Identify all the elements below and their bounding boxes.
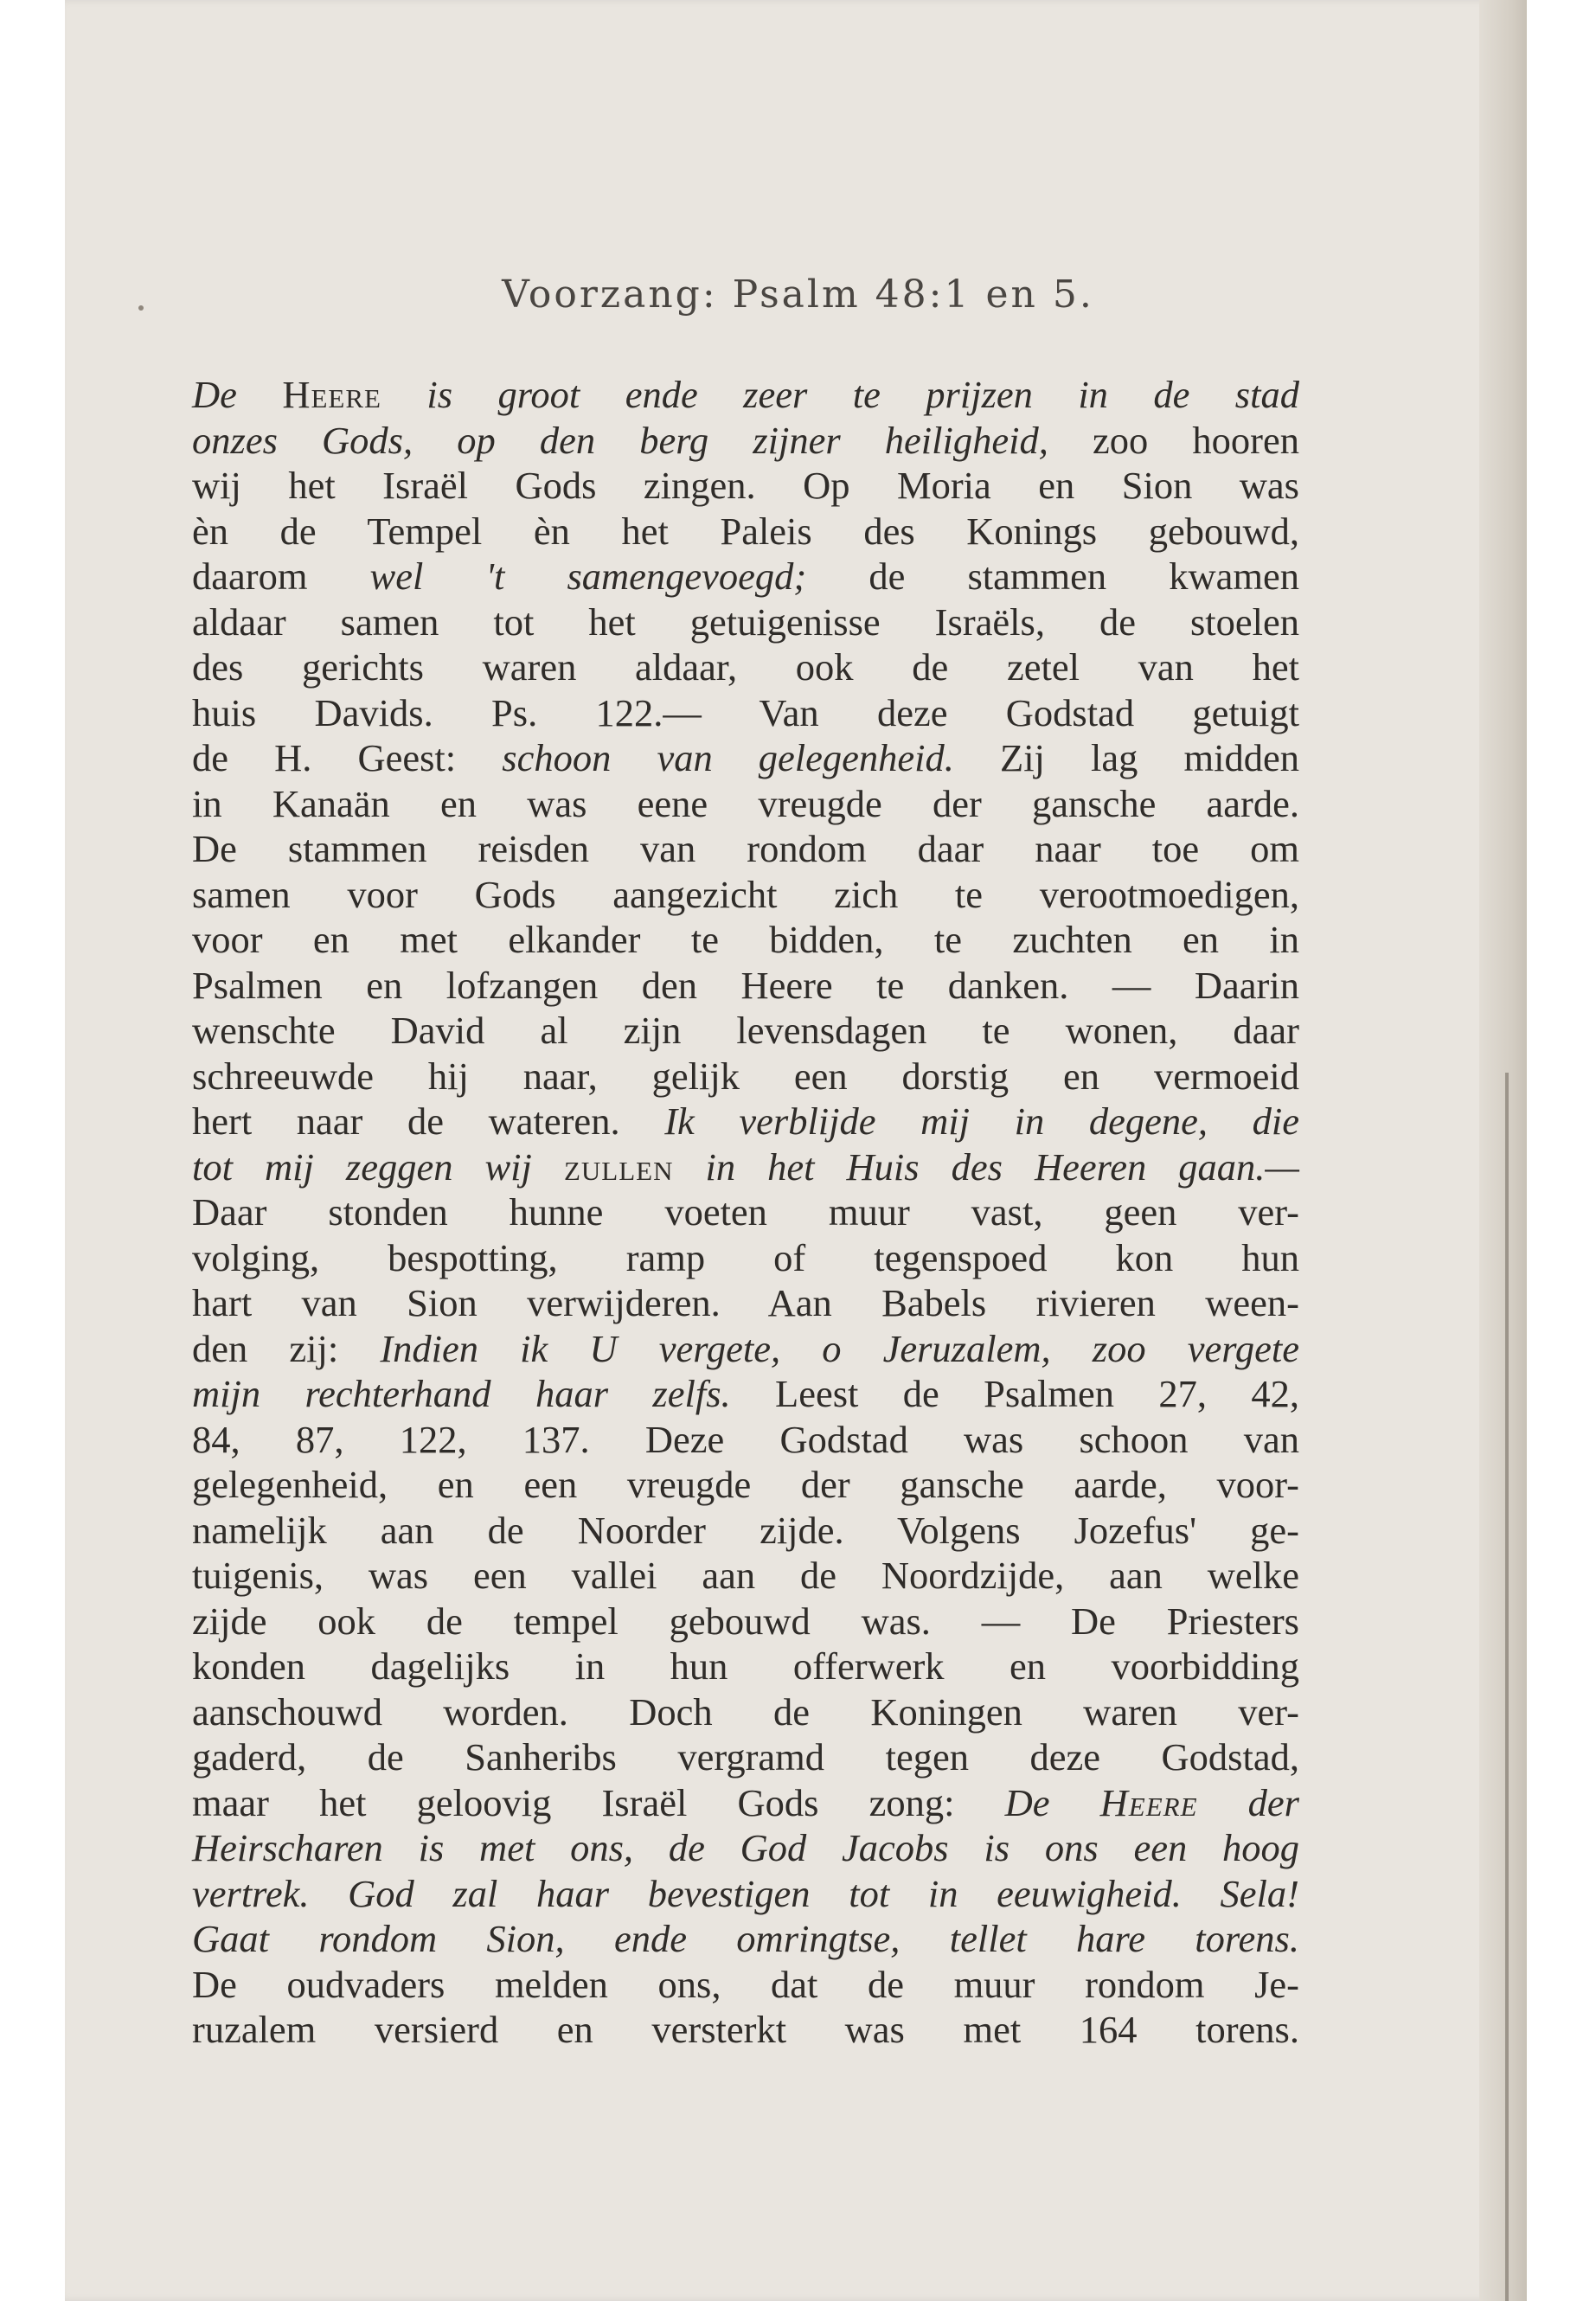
text-segment: De: [1004, 1780, 1100, 1824]
text-segment: Gaat rondom Sion, ende omringtse, tellet hare torens.: [192, 1917, 1299, 1960]
text-line: [192, 644, 1299, 690]
text-segment: de H. Geest:: [192, 736, 503, 779]
text-segment: maar het geloovig Israël Gods zong:: [192, 1780, 1005, 1824]
text-segment: tot mij zeggen wij: [192, 1144, 564, 1189]
text-line: [192, 1780, 1299, 1826]
text-segment: wij het Israël Gods zingen. Op Moria en Sion was: [192, 464, 1299, 507]
text-segment: Ik verblijde mij in degene, die: [664, 1099, 1299, 1143]
text-segment: aanschouwd worden. Doch de Koningen waren ver-: [192, 1689, 1299, 1734]
text-line: [192, 1462, 1299, 1508]
text-line: [192, 418, 1299, 464]
text-line: [192, 826, 1299, 872]
text-line: [192, 1962, 1299, 2008]
text-segment: schoon van gelegenheid.: [502, 736, 954, 779]
text-segment: mijn rechterhand haar zelfs.: [192, 1372, 731, 1415]
text-segment: onzes Gods, op den berg zijner heiligheid,: [192, 418, 1048, 462]
body-text: [192, 372, 1299, 2053]
text-line: [192, 372, 1299, 418]
text-line: [192, 1189, 1299, 1235]
text-segment: zijde ook de tempel gebouwd was. — De Priesters: [192, 1599, 1299, 1643]
text-line: [192, 509, 1299, 554]
text-line: [192, 1508, 1299, 1554]
text-line: [192, 1099, 1299, 1144]
text-line: [192, 599, 1299, 645]
text-line: [192, 1280, 1299, 1326]
text-segment: Heirscharen is met ons, de God Jacobs is ons een hoog: [192, 1826, 1299, 1869]
text-segment: De: [192, 373, 283, 416]
text-segment: konden dagelijks in hun offerwerk en voorbidding: [192, 1644, 1299, 1688]
text-line: [192, 1417, 1299, 1463]
text-line: [192, 1734, 1299, 1780]
text-line: [192, 781, 1299, 827]
text-line: [192, 1054, 1299, 1099]
text-line: [192, 1144, 1299, 1190]
text-line: [192, 1871, 1299, 1917]
text-line: [192, 1599, 1299, 1644]
text-segment: gelegenheid, en een vreugde der gansche aarde, voor-: [192, 1463, 1299, 1506]
text-segment: is groot ende zeer te prijzen in de stad: [381, 373, 1299, 416]
text-segment: Heere: [1099, 1780, 1198, 1824]
text-line: [192, 1326, 1299, 1372]
text-segment: samen voor Gods aangezicht zich te verootmoedigen,: [192, 872, 1299, 916]
text-segment: Heere: [282, 373, 381, 416]
text-segment: zullen: [563, 1144, 674, 1189]
text-line: [192, 690, 1299, 736]
text-line: [192, 735, 1299, 781]
text-segment: tuigenis, was een vallei aan de Noordzijde, aan welke: [192, 1554, 1299, 1597]
text-line: [192, 1553, 1299, 1599]
text-segment: wel 't samengevoegd;: [369, 554, 807, 598]
text-segment: ruzalem versierd en versterkt was met 164 torens.: [192, 2008, 1299, 2051]
text-line: [192, 1689, 1299, 1735]
text-segment: Daar stonden hunne voeten muur vast, geen ver-: [192, 1190, 1299, 1234]
text-segment: zoo hooren: [1048, 418, 1299, 462]
text-line: [192, 2007, 1299, 2053]
text-segment: hert naar de wateren.: [192, 1099, 665, 1143]
text-segment: voor en met elkander te bidden, te zuchten en in: [192, 918, 1299, 961]
text-segment: vertrek. God zal haar bevestigen tot in eeuwigheid. Sela!: [192, 1871, 1299, 1915]
text-line: [192, 1371, 1299, 1417]
text-segment: der: [1197, 1780, 1300, 1824]
text-line: [192, 463, 1299, 509]
text-line: [192, 1916, 1299, 1962]
text-segment: Zij lag midden: [953, 736, 1299, 779]
text-line: [192, 917, 1299, 963]
text-segment: in het Huis des Heeren gaan.—: [673, 1144, 1299, 1189]
page-heading: Voorzang: Psalm 48:1 en 5.: [502, 272, 1094, 317]
text-line: [192, 963, 1299, 1009]
text-segment: hart van Sion verwijderen. Aan Babels rivieren ween-: [192, 1281, 1299, 1324]
text-segment: den zij:: [192, 1326, 381, 1370]
text-segment: de stammen kwamen: [806, 554, 1299, 598]
text-line: [192, 1235, 1299, 1281]
text-segment: èn de Tempel èn het Paleis des Konings gebouwd,: [192, 509, 1299, 553]
text-segment: huis Davids. Ps. 122.— Van deze Godstad getuigt: [192, 690, 1299, 734]
text-line: [192, 1644, 1299, 1689]
text-segment: volging, bespotting, ramp of tegenspoed kon hun: [192, 1235, 1299, 1279]
text-segment: Leest de Psalmen 27, 42,: [730, 1372, 1299, 1415]
text-segment: 84, 87, 122, 137. Deze Godstad was schoon van: [192, 1417, 1299, 1461]
text-segment: De stammen reisden van rondom daar naar toe om: [192, 827, 1299, 870]
text-line: [192, 1008, 1299, 1054]
text-segment: daarom: [192, 554, 370, 598]
text-segment: Indien ik U vergete, o Jeruzalem, zoo vergete: [380, 1326, 1299, 1370]
text-segment: gaderd, de Sanheribs vergramd tegen deze Godstad,: [192, 1735, 1299, 1779]
text-line: [192, 554, 1299, 599]
text-segment: Psalmen en lofzangen den Heere te danken. — Daarin: [192, 963, 1299, 1007]
text-segment: wenschte David al zijn levensdagen te wonen, daar: [192, 1009, 1299, 1052]
text-segment: aldaar samen tot het getuigenisse Israëls, de stoelen: [192, 599, 1299, 644]
text-line: [192, 872, 1299, 918]
page-fold-shadow: [1505, 1073, 1509, 2301]
text-segment: De oudvaders melden ons, dat de muur rondom Je-: [192, 1962, 1299, 2006]
text-segment: schreeuwde hij naar, gelijk een dorstig en vermoeid: [192, 1054, 1299, 1098]
page-edge: [1479, 0, 1527, 2301]
text-segment: des gerichts waren aldaar, ook de zetel van het: [192, 645, 1299, 689]
text-line: [192, 1825, 1299, 1871]
text-segment: namelijk aan de Noorder zijde. Volgens Jozefus' ge-: [192, 1508, 1299, 1552]
text-segment: in Kanaän en was eene vreugde der gansche aarde.: [192, 781, 1299, 825]
